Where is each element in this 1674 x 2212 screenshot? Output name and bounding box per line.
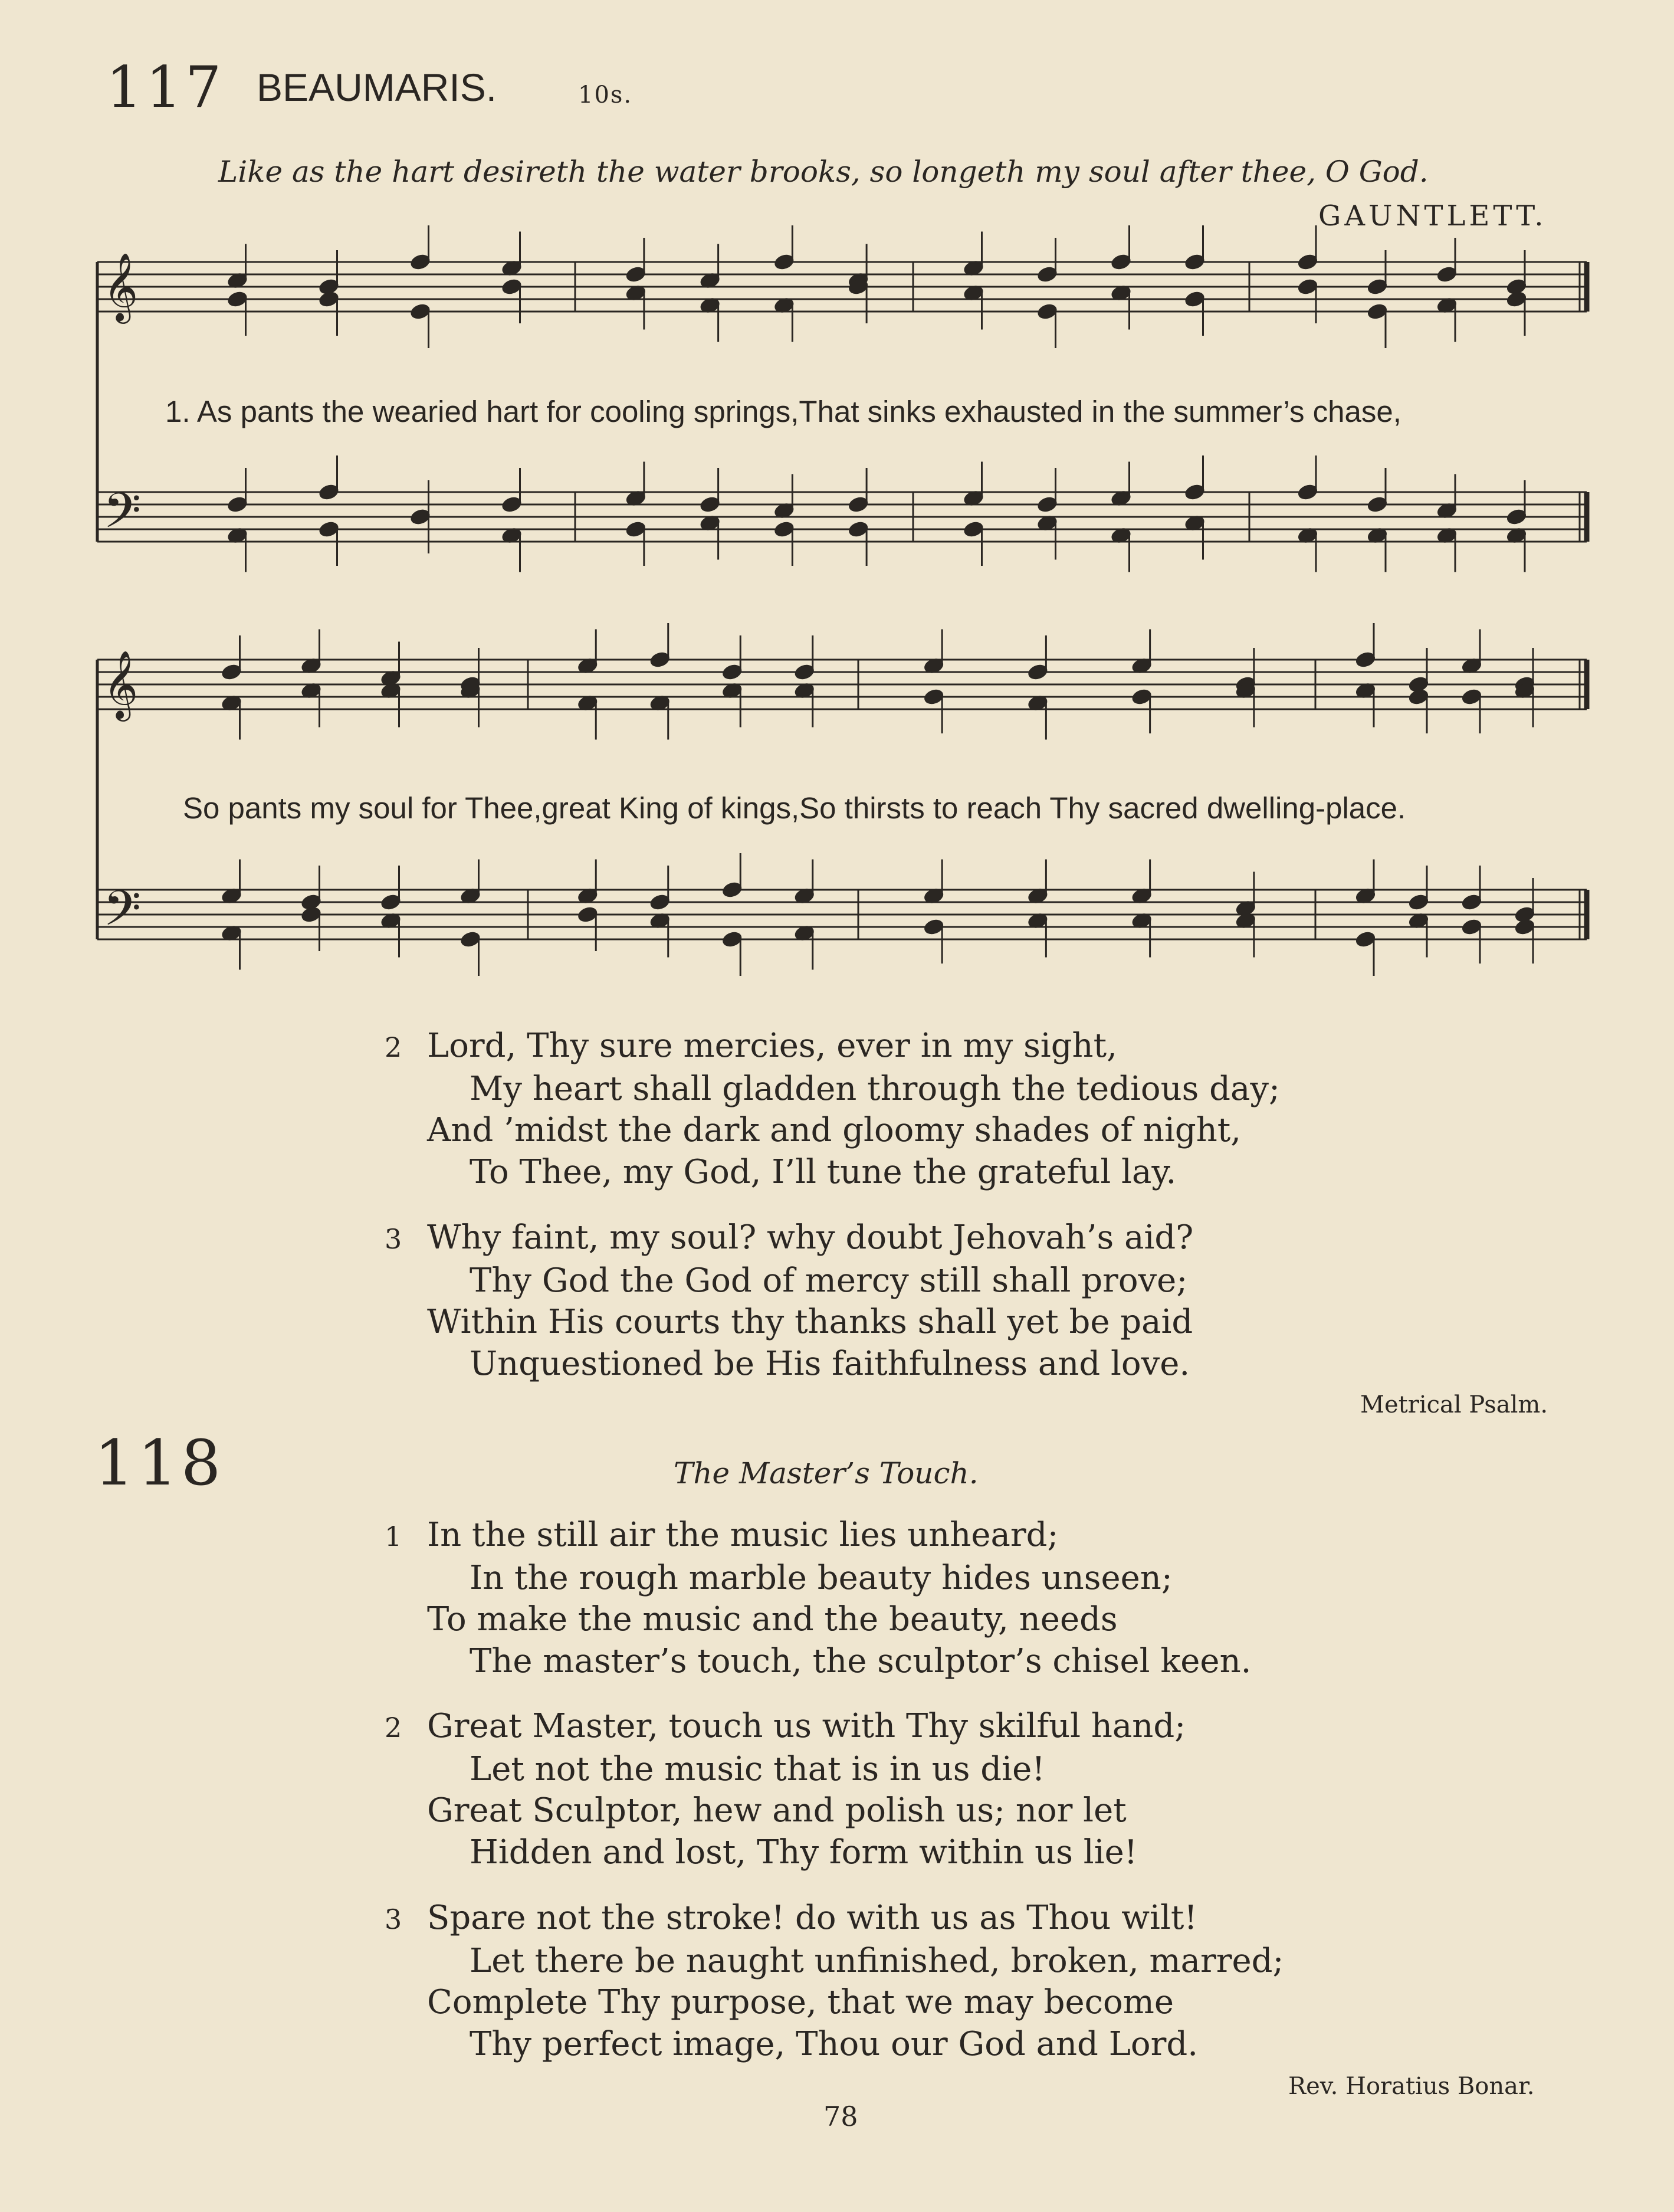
lyric-line-2: So pants my soul for Thee,great King of kings,So thirsts to reach Thy sacred dwelling-place. (183, 791, 1406, 825)
meter: 10s. (578, 81, 633, 109)
hymn-118-verse-3 (385, 1898, 1284, 2065)
attribution-118: Rev. Horatius Bonar. (1288, 2073, 1535, 2100)
verse-line: My heart shall gladden through the tedious day; (470, 1069, 1280, 1108)
attribution-117: Metrical Psalm. (1360, 1391, 1548, 1418)
verse-line: Thy God the God of mercy still shall prove; (470, 1261, 1188, 1300)
clef: 𝄢 (103, 482, 142, 551)
verse-line: Complete Thy purpose, that we may become (427, 1983, 1174, 2021)
verse-line: In the still air the music lies unheard; (427, 1516, 1059, 1554)
clef: 𝄞 (103, 252, 139, 321)
verse-number: 1 (385, 1520, 402, 1552)
verse-line: To Thee, my God, I’ll tune the grateful lay. (470, 1152, 1177, 1191)
composer: GAUNTLETT. (1318, 199, 1547, 232)
verse-number: 3 (385, 1223, 402, 1255)
music-score (0, 0, 1674, 1003)
lyric-line-1: 1. As pants the wearied hart for cooling springs,That sinks exhausted in the summer’s chase, (165, 395, 1401, 428)
hymn-117-verse-3 (385, 1217, 1193, 1385)
verse-number: 3 (385, 1903, 402, 1935)
verse-line: Let there be naught unfinished, broken, marred; (470, 1941, 1284, 1980)
hymn-118-verse-1 (385, 1515, 1251, 1682)
tune-name: BEAUMARIS. (257, 65, 497, 109)
verse-line: To make the music and the beauty, needs (427, 1600, 1118, 1638)
verse-line: In the rough marble beauty hides unseen; (470, 1558, 1173, 1597)
clef: 𝄢 (103, 880, 142, 949)
verse-line: Great Sculptor, hew and polish us; nor let (427, 1791, 1127, 1830)
verse-line: The master’s touch, the sculptor’s chisel keen. (470, 1641, 1252, 1680)
verse-line: Lord, Thy sure mercies, ever in my sight, (427, 1027, 1117, 1065)
epigraph: Like as the hart desireth the water brooks, so longeth my soul after thee, O God. (218, 155, 1429, 189)
verse-line: Thy perfect image, Thou our God and Lord. (470, 2024, 1199, 2063)
verse-line: Unquestioned be His faithfulness and love. (470, 1344, 1190, 1383)
hymn-number-118: 118 (94, 1427, 225, 1499)
hymn-117-verse-2 (385, 1025, 1280, 1193)
verse-line: Let not the music that is in us die! (470, 1749, 1045, 1788)
verse-line: Hidden and lost, Thy form within us lie! (470, 1833, 1138, 1872)
verse-line: Great Master, touch us with Thy skilful hand; (427, 1707, 1186, 1745)
verse-number: 2 (385, 1031, 402, 1063)
verse-line: And ’midst the dark and gloomy shades of night, (427, 1111, 1242, 1149)
hymn-number-117: 117 (106, 54, 225, 120)
hymn-118-verse-2 (385, 1706, 1186, 1873)
verse-line: Why faint, my soul? why doubt Jehovah’s aid? (427, 1218, 1194, 1257)
hymn-118-title: The Master’s Touch. (674, 1456, 979, 1490)
verse-number: 2 (385, 1712, 402, 1744)
page-number: 78 (823, 2100, 858, 2132)
verse-line: Spare not the stroke! do with us as Thou wilt! (427, 1899, 1197, 1937)
clef: 𝄞 (103, 650, 139, 719)
verse-line: Within His courts thy thanks shall yet be paid (427, 1303, 1193, 1341)
